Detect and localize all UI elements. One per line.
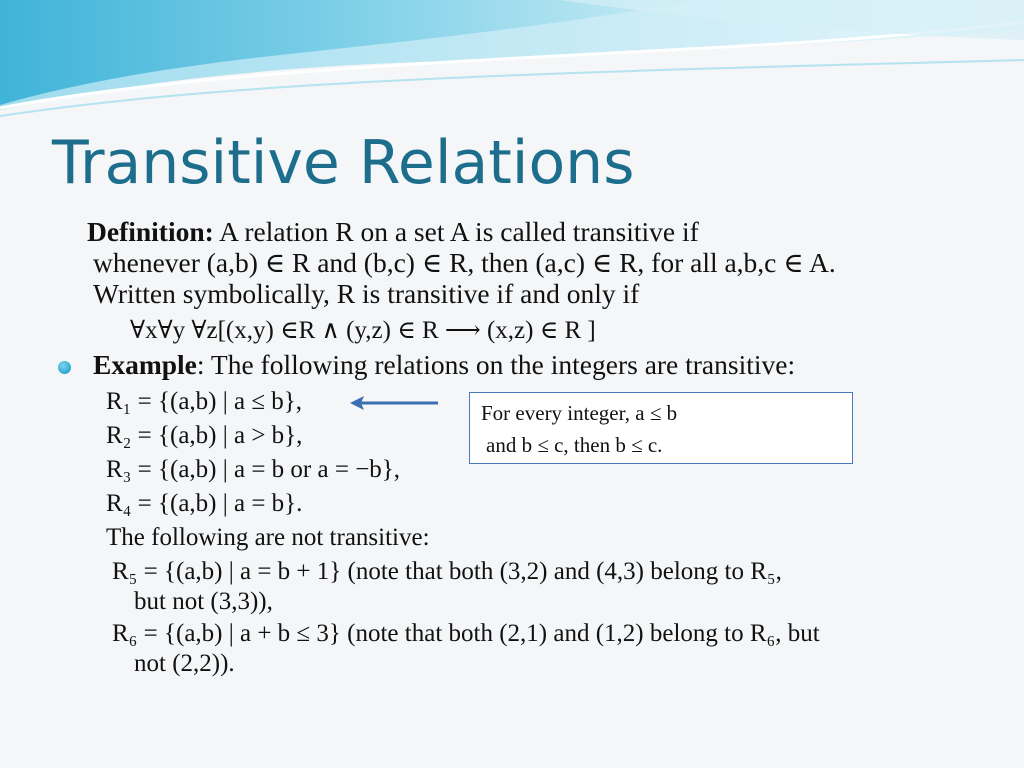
relation-r6-continued: not (2,2)).	[134, 650, 235, 677]
callout-line-2: and b ≤ c, then b ≤ c.	[486, 433, 663, 457]
relation-r6: R₆ = {(a,b) | a + b ≤ 3} (note that both (2,1) and (1,2) belong to R₆, but	[112, 620, 820, 647]
callout-box	[469, 392, 853, 464]
not-transitive-heading: The following are not transitive:	[106, 524, 430, 551]
definition-line-1	[87, 216, 699, 248]
arrow-left-icon	[348, 393, 440, 413]
example-bullet-icon	[58, 361, 71, 374]
example-line	[93, 349, 795, 381]
relation-r1: R₁ = {(a,b) | a ≤ b},	[106, 388, 303, 415]
definition-line-2: whenever (a,b) ∈ R and (b,c) ∈ R, then (a,c) ∈ R, for all a,b,c ∈ A.	[93, 247, 836, 278]
relation-r2: R₂ = {(a,b) | a > b},	[106, 422, 303, 449]
transitive-formula: ∀x∀y ∀z[(x,y) ∈R ∧ (y,z) ∈ R ⟶ (x,z) ∈ R ]	[130, 317, 596, 344]
callout-line-1: For every integer, a ≤ b	[481, 401, 678, 425]
definition-label: Definition:	[87, 216, 214, 247]
definition-text-1: A relation R on a set A is called transitive if	[219, 216, 699, 247]
example-text: : The following relations on the integers are transitive:	[196, 349, 796, 380]
relation-r5: R₅ = {(a,b) | a = b + 1} (note that both (3,2) and (4,3) belong to R₅,	[112, 558, 782, 585]
relation-r4: R₄ = {(a,b) | a = b}.	[106, 490, 303, 517]
relation-r5-continued: but not (3,3)),	[134, 588, 273, 615]
relation-r3: R₃ = {(a,b) | a = b or a = −b},	[106, 456, 401, 483]
definition-line-3: Written symbolically, R is transitive if and only if	[93, 278, 640, 309]
example-label: Example	[93, 349, 197, 380]
page-title: Transitive Relations	[52, 128, 635, 198]
